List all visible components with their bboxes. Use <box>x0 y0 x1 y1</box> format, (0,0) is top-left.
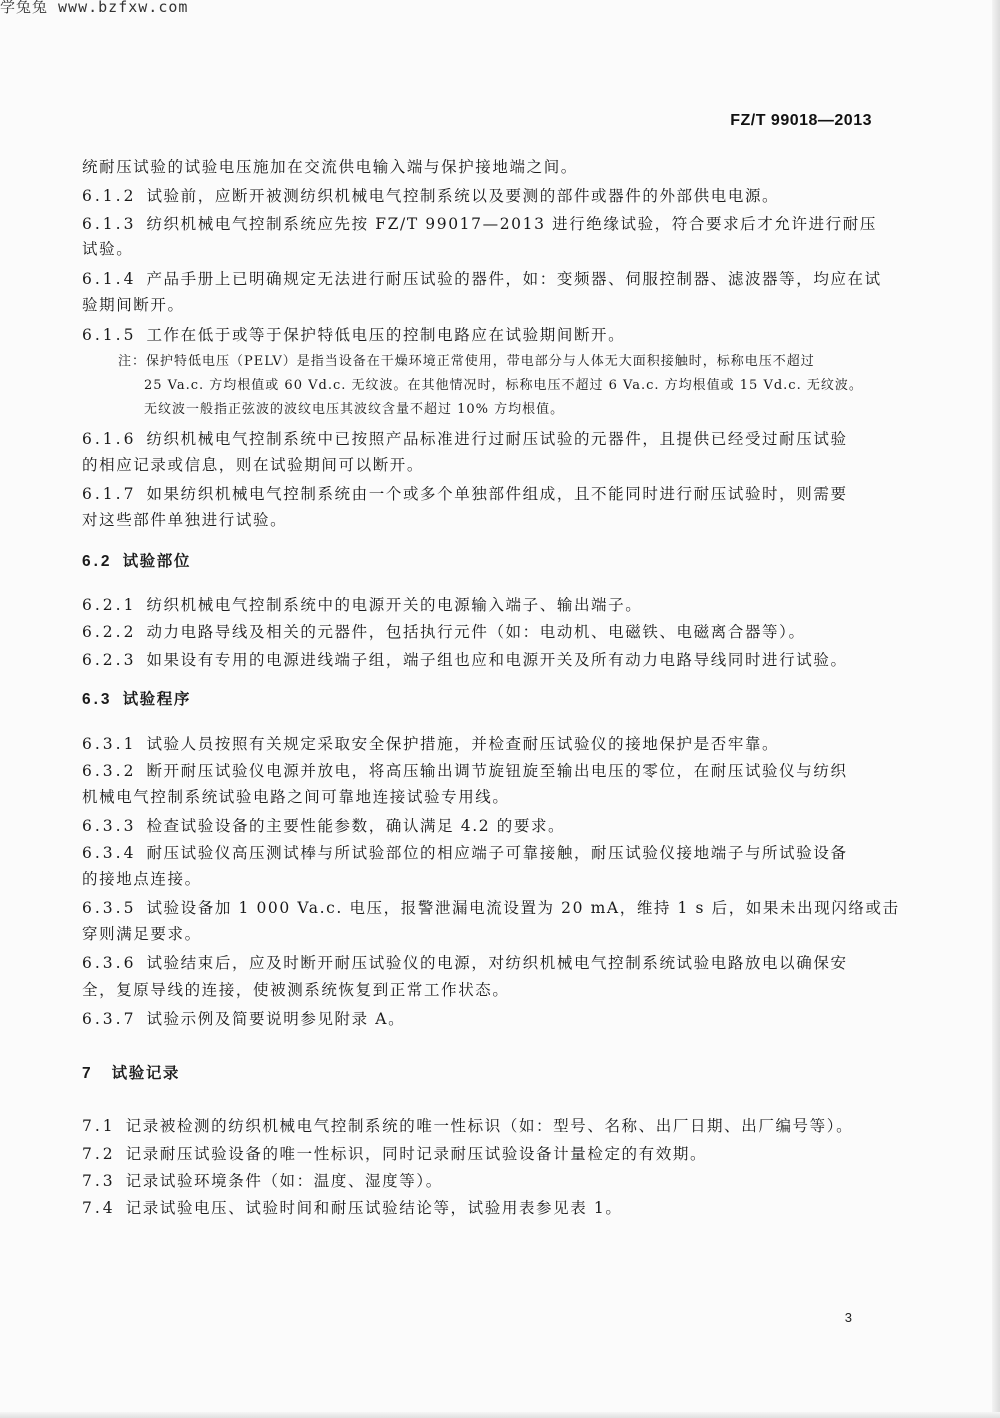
text-line: 的相应记录或信息，则在试验期间可以断开。 <box>82 456 425 474</box>
text-line: 机械电气控制系统试验电路之间可靠地连接试验专用线。 <box>82 788 510 806</box>
text-line: 全，复原导线的连接，使被测系统恢复到正常工作状态。 <box>82 981 510 999</box>
clause-6-1-5: 6.1.5 工作在低于或等于保护特低电压的控制电路应在试验期间断开。 <box>82 326 626 344</box>
text-line: 对这些部件单独进行试验。 <box>82 511 288 529</box>
clause-7-1: 7.1 记录被检测的纺织机械电气控制系统的唯一性标识（如：型号、名称、出厂日期、出厂编号等）。 <box>82 1117 854 1135</box>
note-line-2: 25 Va.c. 方均根值或 60 Vd.c. 无纹波。在其他情况时，标称电压不超过 6 Va.c. 方均根值或 15 Vd.c. 无纹波。 <box>144 378 863 393</box>
page-number: 3 <box>844 1310 852 1325</box>
note-line-3: 无纹波一般指正弦波的波纹电压其波纹含量不超过 10% 方均根值。 <box>144 402 565 417</box>
clause-6-2-3: 6.2.3 如果设有专用的电源进线端子组，端子组也应和电源开关及所有动力电路导线同时进行试验。 <box>82 651 848 669</box>
clause-6-1-4: 6.1.4 产品手册上已明确规定无法进行耐压试验的器件，如：变频器、伺服控制器、滤波器等，均应在试 <box>82 270 882 288</box>
clause-6-1-6: 6.1.6 纺织机械电气控制系统中已按照产品标准进行过耐压试验的元器件，且提供已经受过耐压试验 <box>82 430 848 448</box>
clause-7-4: 7.4 记录试验电压、试验时间和耐压试验结论等，试验用表参见表 1。 <box>82 1199 623 1217</box>
clause-6-3-4: 6.3.4 耐压试验仪高压测试棒与所试验部位的相应端子可靠接触，耐压试验仪接地端子与所试验设备 <box>82 844 848 862</box>
watermark-text: 学兔兔 www.bzfxw.com <box>0 0 189 16</box>
clause-6-1-3: 6.1.3 纺织机械电气控制系统应先按 FZ/T 99017—2013 进行绝缘试验，符合要求后才允许进行耐压 <box>82 215 877 233</box>
text-line: 验期间断开。 <box>82 296 185 314</box>
text-line: 统耐压试验的试验电压施加在交流供电输入端与保护接地端之间。 <box>82 158 578 176</box>
text-line: 的接地点连接。 <box>82 870 202 888</box>
clause-6-3-5: 6.3.5 试验设备加 1 000 Va.c. 电压，报警泄漏电流设置为 20 mA，维持 1 s 后，如果未出现闪络或击 <box>82 899 900 917</box>
clause-6-1-7: 6.1.7 如果纺织机械电气控制系统由一个或多个单独部件组成，且不能同时进行耐压试验时，则需要 <box>82 485 848 503</box>
text-line: 穿则满足要求。 <box>82 925 202 943</box>
clause-6-3-1: 6.3.1 试验人员按照有关规定采取安全保护措施，并检查耐压试验仪的接地保护是否牢靠。 <box>82 735 780 753</box>
clause-6-3-6: 6.3.6 试验结束后，应及时断开耐压试验仪的电源，对纺织机械电气控制系统试验电路放电以确保安 <box>82 954 848 972</box>
standard-code: FZ/T 99018—2013 <box>730 112 872 129</box>
section-7-heading: 7 试验记录 <box>82 1065 181 1082</box>
section-6-3-heading: 6.3 试验程序 <box>82 691 191 708</box>
page-edge-shadow <box>992 0 1000 1418</box>
clause-6-3-3: 6.3.3 检查试验设备的主要性能参数，确认满足 4.2 的要求。 <box>82 817 566 835</box>
clause-6-2-2: 6.2.2 动力电路导线及相关的元器件，包括执行元件（如：电动机、电磁铁、电磁离合器等）。 <box>82 623 806 641</box>
clause-7-3: 7.3 记录试验环境条件（如：温度、湿度等）。 <box>82 1172 443 1190</box>
page-edge-shadow <box>0 1412 1000 1418</box>
clause-7-2: 7.2 记录耐压试验设备的唯一性标识，同时记录耐压试验设备计量检定的有效期。 <box>82 1145 708 1163</box>
clause-6-3-2: 6.3.2 断开耐压试验仪电源并放电，将高压输出调节旋钮旋至输出电压的零位，在耐压试验仪与纺织 <box>82 762 848 780</box>
note-line-1: 注：保护特低电压（PELV）是指当设备在干燥环境正常使用，带电部分与人体无大面积接触时，标称电压不超过 <box>118 354 815 369</box>
clause-6-2-1: 6.2.1 纺织机械电气控制系统中的电源开关的电源输入端子、输出端子。 <box>82 596 643 614</box>
section-6-2-heading: 6.2 试验部位 <box>82 553 191 570</box>
clause-6-1-2: 6.1.2 试验前，应断开被测纺织机械电气控制系统以及要测的部件或器件的外部供电电源。 <box>82 187 780 205</box>
text-line: 试验。 <box>82 240 134 258</box>
clause-6-3-7: 6.3.7 试验示例及简要说明参见附录 A。 <box>82 1010 406 1028</box>
